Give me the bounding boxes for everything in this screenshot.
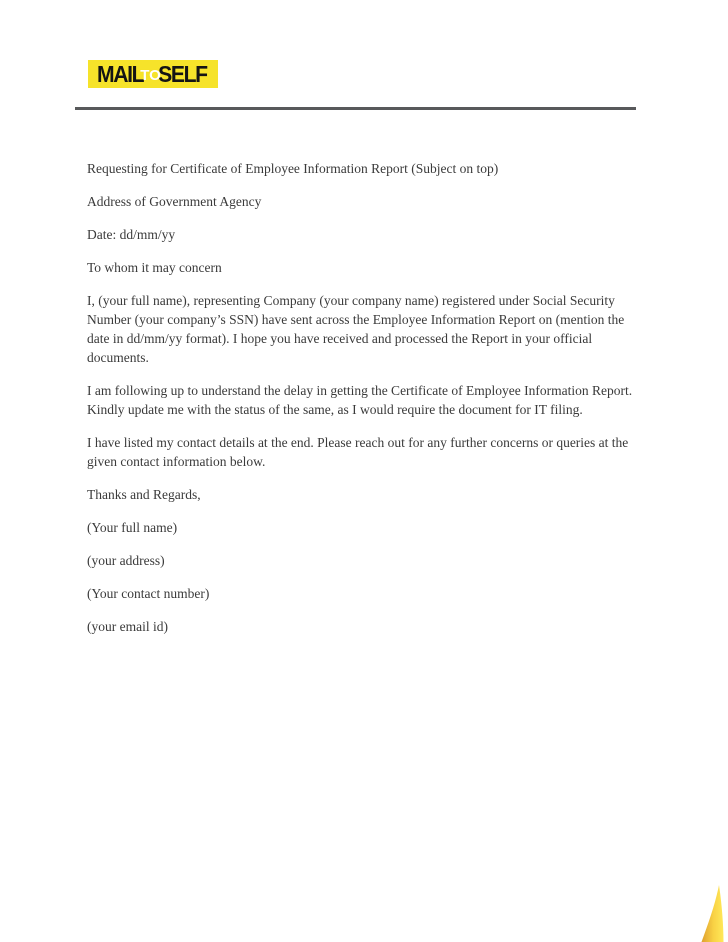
salutation: To whom it may concern (87, 260, 222, 275)
body-paragraph: I am following up to understand the delay in getting the Certificate of Employee Information Report. Kindly update me with the status of the same, as I would require the document for IT filing. (87, 383, 633, 417)
signature-line: (Your full name) (87, 520, 178, 535)
subject-line: Requesting for Certificate of Employee Information Report (Subject on top) (87, 161, 499, 176)
logo-text-mail: MAIL (97, 60, 144, 87)
logo-text-to: TO (140, 66, 161, 84)
letter-body (87, 159, 641, 650)
brand-logo (88, 60, 218, 88)
closing-line: Thanks and Regards, (87, 487, 201, 502)
body-paragraph: I, (your full name), representing Company (your company name) registered under Social Security Number (your company’s SSN) have sent across the Employee Information Report on (mention the date in dd/mm/yy format). I hope you have received and processed the Report in your official documents. (87, 293, 625, 365)
signature-line: (your address) (87, 553, 165, 568)
signature-line: (Your contact number) (87, 586, 210, 601)
logo-text-self: SELF (157, 60, 207, 87)
header-divider (75, 107, 636, 110)
signature-line: (your email id) (87, 619, 168, 634)
date-line: Date: dd/mm/yy (87, 227, 176, 242)
corner-swoosh-decoration (690, 885, 728, 942)
body-paragraph: I have listed my contact details at the end. Please reach out for any further concerns or queries at the given contact information below. (87, 435, 629, 469)
recipient-address: Address of Government Agency (87, 194, 262, 209)
